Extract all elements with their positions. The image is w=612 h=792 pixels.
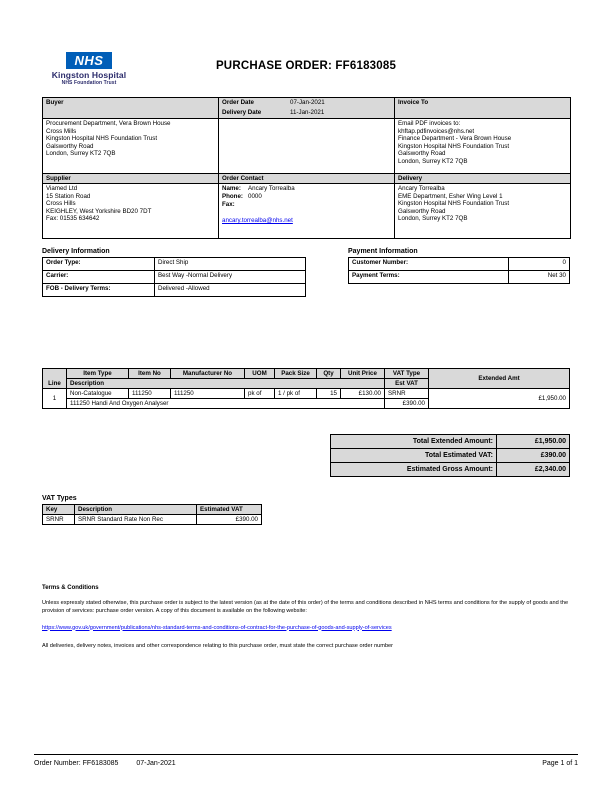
table-row xyxy=(331,463,570,477)
col-est-vat: Est VAT xyxy=(385,379,429,389)
payment-information-title: Payment Information xyxy=(348,248,418,255)
cell-line: 1 xyxy=(43,389,67,409)
cell-unit-price: £130.00 xyxy=(341,389,385,399)
footer-order-date: 07-Jan-2021 xyxy=(136,760,176,767)
footer-page-number: Page 1 of 1 xyxy=(542,760,578,767)
payment-terms-value: Net 30 xyxy=(509,271,570,284)
buyer-line-2: Cross Mills xyxy=(46,127,77,135)
footer-order-number-label: Order Number: xyxy=(34,760,81,767)
supplier-line-2: 15 Station Road xyxy=(46,192,91,200)
delivery-line-4: Galsworthy Road xyxy=(398,207,446,215)
total-vat-value: £390.00 xyxy=(497,449,570,463)
line-items-section xyxy=(42,368,570,409)
supplier-heading: Supplier xyxy=(43,174,219,184)
table-row xyxy=(349,271,570,284)
vat-cell-key: SRNR xyxy=(43,515,75,525)
table-row xyxy=(331,435,570,449)
trust-subtitle: NHS Foundation Trust xyxy=(61,80,117,86)
customer-number-value: 0 xyxy=(509,258,570,271)
delivery-address xyxy=(395,184,571,239)
order-contact-heading: Order Contact xyxy=(219,174,395,184)
invoice-line-3: Finance Department - Vera Brown House xyxy=(398,135,512,143)
contact-name-value: Ancary Torrealba xyxy=(248,185,295,192)
table-row xyxy=(43,284,306,297)
fob-terms-value: Delivered -Allowed xyxy=(155,284,306,297)
terms-title: Terms & Conditions xyxy=(42,585,99,591)
supplier-address xyxy=(43,184,219,239)
delivery-information-title: Delivery Information xyxy=(42,248,110,255)
col-uom: UOM xyxy=(245,369,275,379)
gross-amount-label: Estimated Gross Amount: xyxy=(331,463,497,477)
delivery-heading: Delivery xyxy=(395,174,571,184)
payment-terms-label: Payment Terms: xyxy=(349,271,509,284)
terms-paragraph-2: All deliveries, delivery notes, invoices and other correspondence relating to this purchase order, must state the correct purchase order number xyxy=(42,643,394,649)
col-description: Description xyxy=(67,379,385,389)
order-dates-heading-cell xyxy=(219,98,395,119)
buyer-line-3: Kingston Hospital NHS Foundation Trust xyxy=(46,135,158,143)
order-dates-spacer xyxy=(219,119,395,174)
cell-extended-amt: £1,950.00 xyxy=(429,389,570,409)
total-extended-label: Total Extended Amount: xyxy=(331,435,497,449)
delivery-line-1: Ancary Torrealba xyxy=(398,185,445,192)
col-manufacturer-no: Manufacturer No xyxy=(171,369,245,379)
contact-phone-value: 0000 xyxy=(248,193,262,200)
buyer-address xyxy=(43,119,219,174)
cell-vat-type: SRNR xyxy=(385,389,429,399)
gross-amount-value: £2,340.00 xyxy=(497,463,570,477)
delivery-information-table xyxy=(42,257,306,297)
parties-table xyxy=(42,97,571,239)
buyer-heading: Buyer xyxy=(43,98,219,119)
col-vat-type: VAT Type xyxy=(385,369,429,379)
contact-email-link[interactable]: ancary.torrealba@nhs.net xyxy=(222,217,293,224)
payment-information-table xyxy=(348,257,570,284)
col-pack-size: Pack Size xyxy=(275,369,317,379)
table-row xyxy=(43,271,306,284)
delivery-line-2: EME Department, Esher Wing Level 1 xyxy=(398,192,503,200)
cell-est-vat: £390.00 xyxy=(385,399,429,409)
delivery-date-label: Delivery Date xyxy=(222,109,262,116)
col-unit-price: Unit Price xyxy=(341,369,385,379)
buyer-line-5: London, Surrey KT2 7QB xyxy=(46,150,116,158)
vat-cell-estimated-vat: £390.00 xyxy=(197,515,262,525)
col-line: Line xyxy=(43,369,67,389)
total-vat-label: Total Estimated VAT: xyxy=(331,449,497,463)
totals-table xyxy=(330,434,570,477)
cell-item-no: 111250 xyxy=(129,389,171,399)
page-title: PURCHASE ORDER: FF6183085 xyxy=(215,60,397,72)
terms-url-link[interactable]: https://www.gov.uk/government/publications/nhs-standard-terms-and-conditions-of-contract-for-the-purchase-of-goods-and-supply-of-services xyxy=(42,624,392,631)
cell-pack-size: 1 / pk of xyxy=(275,389,317,399)
col-qty: Qty xyxy=(317,369,341,379)
vat-cell-description: SRNR Standard Rate Non Rec xyxy=(75,515,197,525)
trust-name: Kingston Hospital xyxy=(51,70,127,80)
order-type-value: Direct Ship xyxy=(155,258,306,271)
fob-terms-label: FOB - Delivery Terms: xyxy=(43,284,155,297)
order-date-label: Order Date xyxy=(222,99,254,106)
buyer-line-1: Procurement Department, Vera Brown House xyxy=(46,120,171,127)
carrier-value: Best Way -Normal Delivery xyxy=(155,271,306,284)
col-item-no: Item No xyxy=(129,369,171,379)
supplier-line-4: KEIGHLEY, West Yorkshire BD20 7DT xyxy=(46,207,152,215)
table-row xyxy=(43,258,306,271)
nhs-logo-text: NHS xyxy=(66,52,112,69)
supplier-line-5: Fax: 01535 634642 xyxy=(46,215,100,223)
vat-types-header-row xyxy=(43,505,262,515)
totals-section xyxy=(330,434,570,477)
vat-types-table xyxy=(42,504,262,525)
invoice-line-5: Galsworthy Road xyxy=(398,150,446,158)
customer-number-label: Customer Number: xyxy=(349,258,509,271)
vat-col-key: Key xyxy=(43,505,75,515)
cell-description: 111250 Handi And Oxygen Analyser xyxy=(67,399,385,409)
carrier-label: Carrier: xyxy=(43,271,155,284)
cell-qty: 15 xyxy=(317,389,341,399)
invoice-line-4: Kingston Hospital NHS Foundation Trust xyxy=(398,142,510,150)
document-header xyxy=(34,52,578,94)
line-items-header-row xyxy=(43,369,570,379)
contact-phone-label: Phone: xyxy=(222,193,243,200)
order-contact-details xyxy=(219,184,395,239)
invoice-line-1: Email PDF invoices to: xyxy=(398,120,461,127)
table-row xyxy=(43,389,570,399)
vat-col-description: Description xyxy=(75,505,197,515)
cell-manufacturer-no: 111250 xyxy=(171,389,245,399)
invoice-to-address xyxy=(395,119,571,174)
invoice-line-2: khftap.pdfinvoices@nhs.net xyxy=(398,127,475,135)
footer-order-info xyxy=(34,760,176,767)
table-row xyxy=(349,258,570,271)
supplier-line-3: Cross Hills xyxy=(46,200,76,208)
cell-uom: pk of xyxy=(245,389,275,399)
col-extended-amt: Extended Amt xyxy=(429,369,570,389)
invoice-line-6: London, Surrey KT2 7QB xyxy=(398,157,468,165)
vat-types-section xyxy=(42,495,262,525)
vat-col-estimated-vat: Estimated VAT xyxy=(197,505,262,515)
table-row xyxy=(43,515,262,525)
contact-fax-label: Fax: xyxy=(222,201,235,208)
supplier-line-1: Viamed Ltd xyxy=(46,185,78,192)
delivery-information-section xyxy=(42,248,306,297)
line-items-table xyxy=(42,368,570,409)
col-item-type: Item Type xyxy=(67,369,129,379)
contact-fax-value xyxy=(248,201,391,209)
delivery-line-5: London, Surrey KT2 7QB xyxy=(398,215,468,223)
table-row xyxy=(331,449,570,463)
invoice-to-heading: Invoice To xyxy=(395,98,571,119)
terms-and-conditions-section xyxy=(42,584,570,659)
payment-information-section xyxy=(348,248,570,284)
terms-paragraph-1: Unless expressly stated otherwise, this purchase order is subject to the latest version (as at the date of this order) of the terms and conditions described in NHS terms and conditions for the supply of goods and the provision of services: purchase order version. A copy of this document is available on the following website: xyxy=(42,599,569,614)
delivery-line-3: Kingston Hospital NHS Foundation Trust xyxy=(398,200,510,208)
order-date-value: 07-Jan-2021 xyxy=(290,99,325,106)
delivery-date-value: 11-Jan-2021 xyxy=(290,109,325,116)
footer-order-number: FF6183085 xyxy=(82,760,119,767)
document-footer xyxy=(34,754,578,770)
cell-item-type: Non-Catalogue xyxy=(67,389,129,399)
total-extended-value: £1,950.00 xyxy=(497,435,570,449)
vat-types-title: VAT Types xyxy=(42,495,77,502)
contact-name-label: Name: xyxy=(222,185,241,192)
order-type-label: Order Type: xyxy=(43,258,155,271)
buyer-line-4: Galsworthy Road xyxy=(46,142,94,150)
parties-block xyxy=(42,97,570,239)
